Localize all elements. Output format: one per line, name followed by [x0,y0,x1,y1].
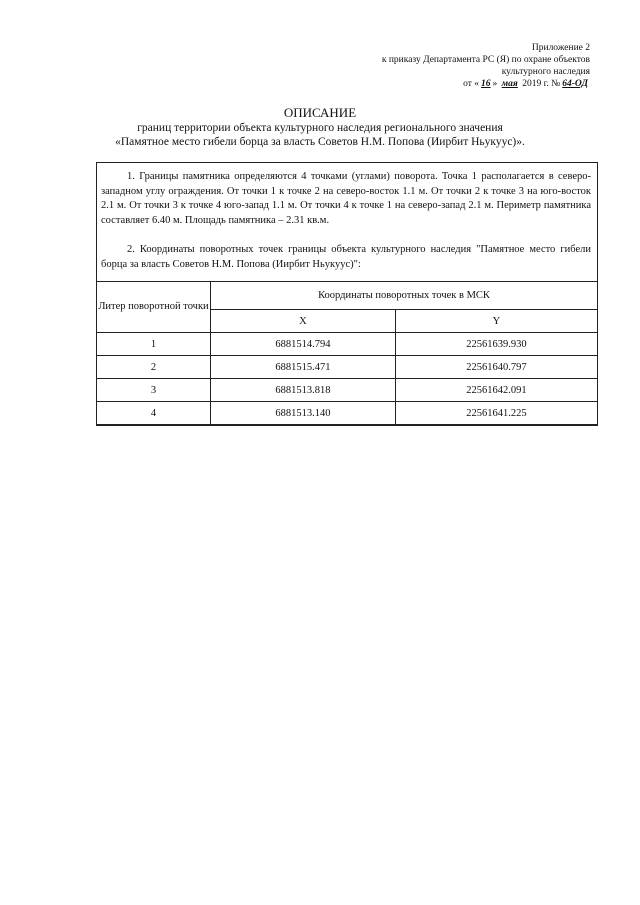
boundary-paragraph: 1. Границы памятника определяются 4 точками (углами) поворота. Точка 1 располагается в северо-западном углу ограждения. От точки 1 к точке 2 на северо-восток 1.1 м. От точки 2 к точке 3 на юго-восток 2.1 м. От точки 3 к точке 4 юго-запад 1.1 м. От точки 4 к точке 1 на северо-запад 2.1 м. Периметр памятника составляет 6.40 м. Площадь памятника – 2.31 кв.м. [101,171,591,226]
table-row [97,379,598,402]
cell-liter: 3 [97,379,211,402]
date-year: 2019 г. № [522,79,561,89]
date-month: мая [501,79,518,89]
column-header-liter: Литер поворотной точки [97,282,211,333]
appendix-header [382,42,590,90]
cell-liter: 2 [97,356,211,379]
cell-liter: 1 [97,333,211,356]
cell-y: 22561642.091 [395,379,597,402]
document-title: ОПИСАНИЕ [283,105,357,120]
cell-liter: 4 [97,402,211,425]
cell-x: 6881513.140 [211,402,396,425]
column-header-y: Y [395,310,597,333]
date-mid: » [492,79,498,89]
document-subtitle [0,121,640,149]
appendix-date-line [382,78,590,90]
column-header-x: X [211,310,396,333]
order-number: 64-ОД [562,79,588,89]
table-row [97,333,598,356]
cell-x: 6881513.818 [211,379,396,402]
cell-x: 6881514.794 [211,333,396,356]
coordinates-paragraph: 2. Координаты поворотных точек границы объекта культурного наследия "Памятное место гибели борца за власть Советов Н.М. Попова (Иирбит Ньукуус)": [101,244,591,270]
cell-x: 6881515.471 [211,356,396,379]
table-row [97,402,598,425]
coordinates-table [96,281,598,425]
cell-y: 22561640.797 [395,356,597,379]
appendix-order-ref: к приказу Департамента РС (Я) по охране объектов [381,55,590,65]
subtitle-line-2: «Памятное место гибели борца за власть Советов Н.М. Попова (Иирбит Ньукуус)». [115,136,525,148]
subtitle-line-1: границ территории объекта культурного наследия регионального значения [137,122,503,134]
date-prefix: от « [463,79,480,89]
column-header-coords: Координаты поворотных точек в МСК [211,282,598,310]
cell-y: 22561641.225 [395,402,597,425]
appendix-org: культурного наследия [501,67,590,77]
description-box [96,162,598,426]
date-day: 16 [481,79,491,89]
appendix-title: Приложение 2 [531,43,590,53]
cell-y: 22561639.930 [395,333,597,356]
table-row [97,356,598,379]
